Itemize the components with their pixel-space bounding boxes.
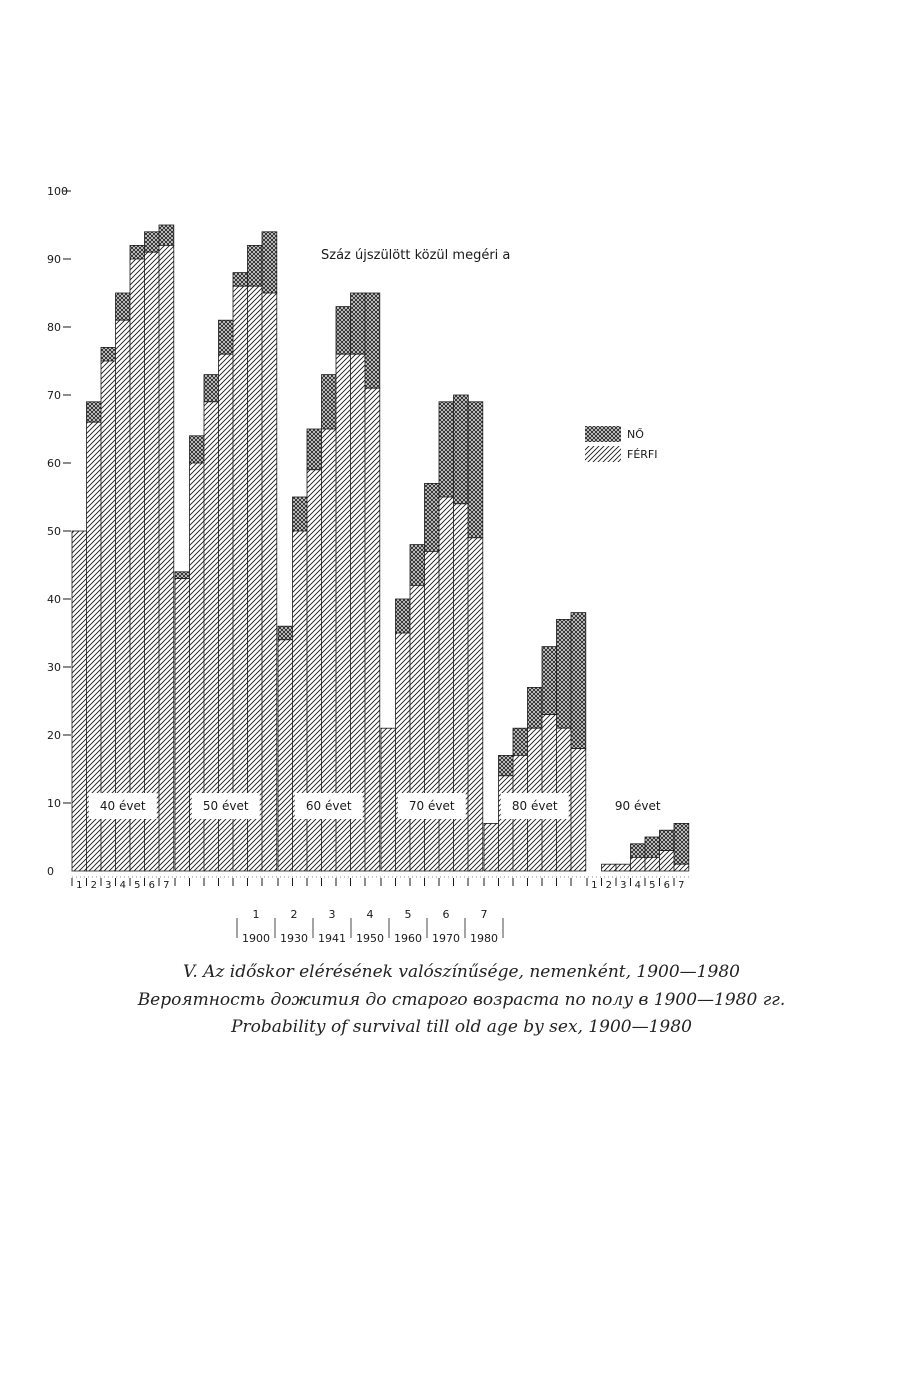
x-index-label: 3 <box>105 880 112 891</box>
bar-men <box>499 776 514 871</box>
legend-label-men: FÉRFI <box>627 448 658 461</box>
bar-women <box>410 545 425 586</box>
bar-women <box>571 613 586 749</box>
bar-men <box>674 864 689 871</box>
period-year: 1930 <box>280 932 308 945</box>
bar-men <box>396 633 411 871</box>
bar-women <box>542 647 557 715</box>
x-index-label: 6 <box>663 880 670 891</box>
bar-men <box>381 728 396 871</box>
legend-label-women: NŐ <box>627 428 644 441</box>
legend-swatch-men <box>585 446 621 462</box>
bar-women <box>674 823 689 864</box>
chart-title: Száz újszülött közül megéri a <box>321 248 511 263</box>
y-tick-label: 70 <box>47 389 61 402</box>
bar-women <box>322 375 337 429</box>
bar-men <box>468 538 483 871</box>
bar-women <box>159 225 174 245</box>
x-index-label: 2 <box>90 880 97 891</box>
legend <box>585 426 658 462</box>
y-tick-label: 60 <box>47 457 61 470</box>
period-year: 1960 <box>394 932 422 945</box>
bar-women <box>190 436 205 463</box>
bar-men <box>278 640 293 871</box>
period-year: 1900 <box>242 932 270 945</box>
bar-women <box>248 245 263 286</box>
bars-layer <box>72 225 689 871</box>
bar-men <box>233 286 248 871</box>
bar-men <box>365 388 380 871</box>
period-year: 1941 <box>318 932 346 945</box>
bar-women <box>293 497 308 531</box>
bar-women <box>557 619 572 728</box>
bar-men <box>616 864 631 871</box>
bar-women <box>468 402 483 538</box>
bar-men <box>72 531 87 871</box>
bar-men <box>571 749 586 871</box>
period-index: 6 <box>442 908 450 921</box>
bar-women <box>307 429 322 470</box>
bar-men <box>248 286 263 871</box>
bar-women <box>130 245 145 259</box>
bar-men <box>145 252 160 871</box>
bar-women <box>87 402 102 422</box>
caption-russian: Вероятность дожития до старого возраста по полу в 1900—1980 гг. <box>137 990 786 1010</box>
x-index-label: 7 <box>678 880 685 891</box>
period-index: 7 <box>480 908 488 921</box>
y-tick-label: 50 <box>47 525 61 538</box>
bar-women <box>262 232 277 293</box>
y-tick-label: 100 <box>47 185 68 198</box>
caption-english: Probability of survival till old age by sex, 1900—1980 <box>231 1017 692 1037</box>
bar-men <box>602 864 617 871</box>
y-tick-label: 30 <box>47 661 61 674</box>
x-index-label: 5 <box>649 880 656 891</box>
group-label: 40 évet <box>99 799 146 813</box>
bar-women <box>233 273 248 287</box>
bar-women <box>499 755 514 775</box>
bar-women <box>175 572 190 579</box>
x-index-label: 5 <box>134 880 141 891</box>
bar-women <box>219 320 234 354</box>
bar-women <box>396 599 411 633</box>
y-tick-label: 40 <box>47 593 61 606</box>
bar-women <box>101 347 116 361</box>
caption-hungarian: V. Az időskor elérésének valószínűsége, nemenként, 1900—1980 <box>183 962 740 982</box>
group-label: 60 évet <box>305 799 352 813</box>
bar-men <box>660 851 675 871</box>
period-index: 3 <box>328 908 336 921</box>
bar-men <box>645 857 660 871</box>
bar-men <box>130 259 145 871</box>
bar-women <box>365 293 380 388</box>
bar-women <box>425 483 440 551</box>
y-axis <box>47 185 71 878</box>
group-label: 50 évet <box>202 799 249 813</box>
bar-women <box>439 402 454 497</box>
y-tick-label: 90 <box>47 253 61 266</box>
x-index-label: 4 <box>119 880 126 891</box>
bar-women <box>631 844 646 858</box>
period-year: 1980 <box>470 932 498 945</box>
y-tick-label: 80 <box>47 321 61 334</box>
x-index-label: 3 <box>620 880 627 891</box>
y-tick-label: 20 <box>47 729 61 742</box>
bar-men <box>159 245 174 871</box>
bar-men <box>175 579 190 871</box>
group-label: 70 évet <box>408 799 455 813</box>
x-axis <box>72 877 690 945</box>
period-index: 5 <box>404 908 412 921</box>
x-index-label: 1 <box>76 880 83 891</box>
bar-men <box>262 293 277 871</box>
group-label: 90 évet <box>614 799 661 813</box>
bar-women <box>278 626 293 640</box>
bar-women <box>660 830 675 850</box>
period-year: 1950 <box>356 932 384 945</box>
x-index-label: 1 <box>591 880 598 891</box>
bar-women <box>145 232 160 252</box>
bar-women <box>351 293 366 354</box>
x-index-label: 7 <box>163 880 170 891</box>
bar-men <box>631 857 646 871</box>
group-label: 80 évet <box>511 799 558 813</box>
bar-men <box>542 715 557 871</box>
legend-swatch-women <box>585 426 621 442</box>
x-index-label: 2 <box>605 880 612 891</box>
bar-women <box>204 375 219 402</box>
y-tick-label: 10 <box>47 797 61 810</box>
bar-women <box>528 687 543 728</box>
bar-women <box>336 307 351 355</box>
period-index: 2 <box>290 908 298 921</box>
bar-men <box>293 531 308 871</box>
bar-women <box>645 837 660 857</box>
bar-men <box>425 551 440 871</box>
bar-women <box>513 728 528 755</box>
bar-women <box>116 293 131 320</box>
period-index: 1 <box>252 908 260 921</box>
bar-men <box>484 823 499 871</box>
y-tick-label: 0 <box>47 865 54 878</box>
x-index-label: 6 <box>148 880 155 891</box>
period-year: 1970 <box>432 932 460 945</box>
period-index: 4 <box>366 908 374 921</box>
bar-women <box>454 395 469 504</box>
bar-men <box>116 320 131 871</box>
x-index-label: 4 <box>634 880 641 891</box>
bar-men <box>410 585 425 871</box>
